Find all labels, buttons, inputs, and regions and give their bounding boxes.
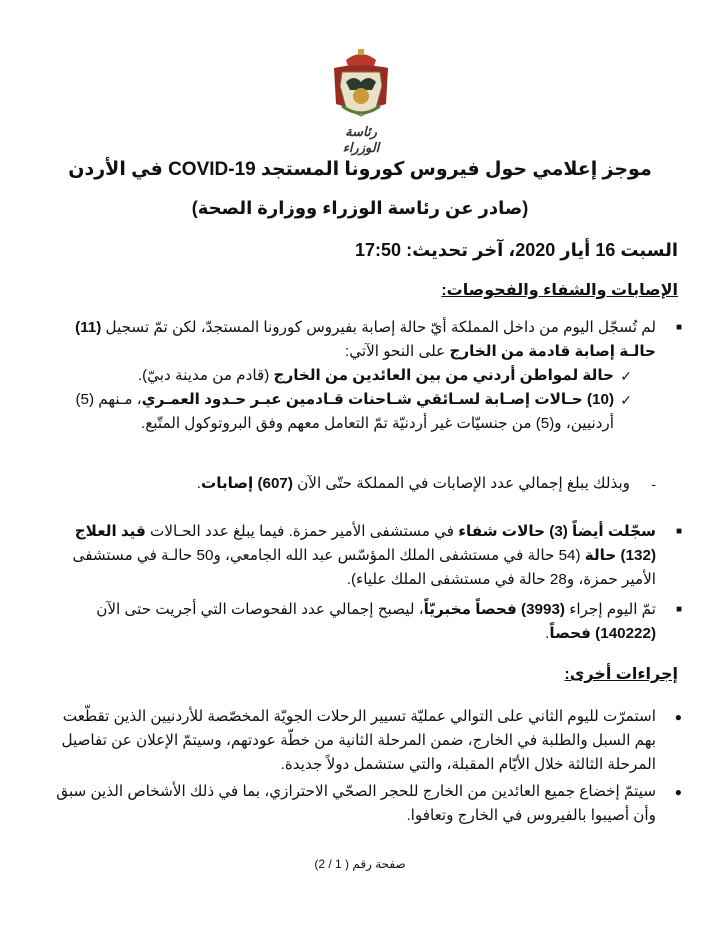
- dash-bullet: -: [651, 476, 656, 492]
- round-bullet-icon: ●: [674, 710, 682, 724]
- document-title: موجز إعلامي حول فيروس كورونا المستجد COVID-19 في الأردن: [68, 159, 652, 180]
- square-bullet-icon: ■: [675, 526, 682, 537]
- page-number: صفحة رقم ( 1 / 2): [314, 857, 406, 871]
- square-bullet-icon: ■: [675, 322, 682, 333]
- list-item-new-cases: ■ لم تُسجّل اليوم من داخل المملكة أيّ حالة إصابة بفيروس كورونا المستجدّ، لكن تمّ تسجيل (11) حالـة إصابة قادمة من الخارج على النحو الآتي: ✓ حالة لمواطن أردني من بين العائدين من الخارج (قادم من مدينة دبيّ). ✓ (10) حـالات إصـابة لسـائقي شـاحنات قـادمين عبـر حـدود العمـري، مـنهم (5) أردنيين، و(5) من جنسيّات غير أردنيّة تمّ التعامل معهم وفق البروتوكول المتّبع.: [38, 316, 678, 436]
- section-heading-other-measures: إجراءات أخرى:: [564, 666, 678, 683]
- checkmark-icon: ✓: [620, 392, 632, 408]
- emblem-caption: رئاسة الوزراء: [342, 124, 380, 155]
- list-item-recoveries: ■ سجّلت أيضاً (3) حالات شفاء في مستشفى الأمير حمزة. فيما يبلغ عدد الحـالات قيد العلاج (132) حالة (54 حالة في مستشفى الملك المؤسّس عبد الله الجامعي، و50 حالـة في مستشفى الأمير حمزة، و28 حالة في مستشفى الملك علياء).: [38, 520, 678, 592]
- check-item-citizen-case: ✓ حالة لمواطن أردني من بين العائدين من الخارج (قادم من مدينة دبيّ).: [38, 364, 678, 388]
- round-bullet-icon: ●: [674, 785, 682, 799]
- total-cases-line: - وبذلك يبلغ إجمالي عدد الإصابات في المملكة حتّى الآن (607) إصابات.: [38, 472, 652, 496]
- list-item-quarantine: ● سيتمّ إخضاع جميع العائدين من الخارج للحجر الصحّي الاحترازي، بما في ذلك الأشخاص الذين سبق وأن أصيبوا بالفيروس في الخارج وتعافوا.: [38, 780, 678, 828]
- square-bullet-icon: ■: [675, 604, 682, 615]
- jordan-coat-of-arms-icon: [328, 46, 394, 126]
- check-item-truck-drivers: ✓ (10) حـالات إصـابة لسـائقي شـاحنات قـادمين عبـر حـدود العمـري، مـنهم (5) أردنيين، و(5) من جنسيّات غير أردنيّة تمّ التعامل معهم وفق البروتوكول المتّبع.: [38, 388, 678, 436]
- document-subtitle: (صادر عن رئاسة الوزراء ووزارة الصحة): [191, 198, 529, 218]
- dateline: السبت 16 أيار 2020، آخر تحديث: 17:50: [355, 240, 678, 260]
- list-item-flights: ● استمرّت لليوم الثاني على التوالي عمليّة تسيير الرحلات الجويّة المخصّصة للأردنيين الذين تقطّعت بهم السبل والطلبة في الخارج، ضمن المرحلة الثانية من خطّة عودتهم، وسيتمّ الإعلان عن تفاصيل المرحلة الثالثة خلال الأيّام المقبلة، والتي ستشمل دولاً جديدة.: [38, 705, 678, 777]
- header-emblem: [328, 46, 394, 155]
- list-item-tests: ■ تمّ اليوم إجراء (3993) فحصاً مخبريّاً، ليصبح إجمالي عدد الفحوصات التي أجريت حتى الآن (140222) فحصاً.: [38, 598, 678, 646]
- checkmark-icon: ✓: [620, 368, 632, 384]
- section-heading-cases: الإصابات والشفاء والفحوصات:: [441, 282, 678, 299]
